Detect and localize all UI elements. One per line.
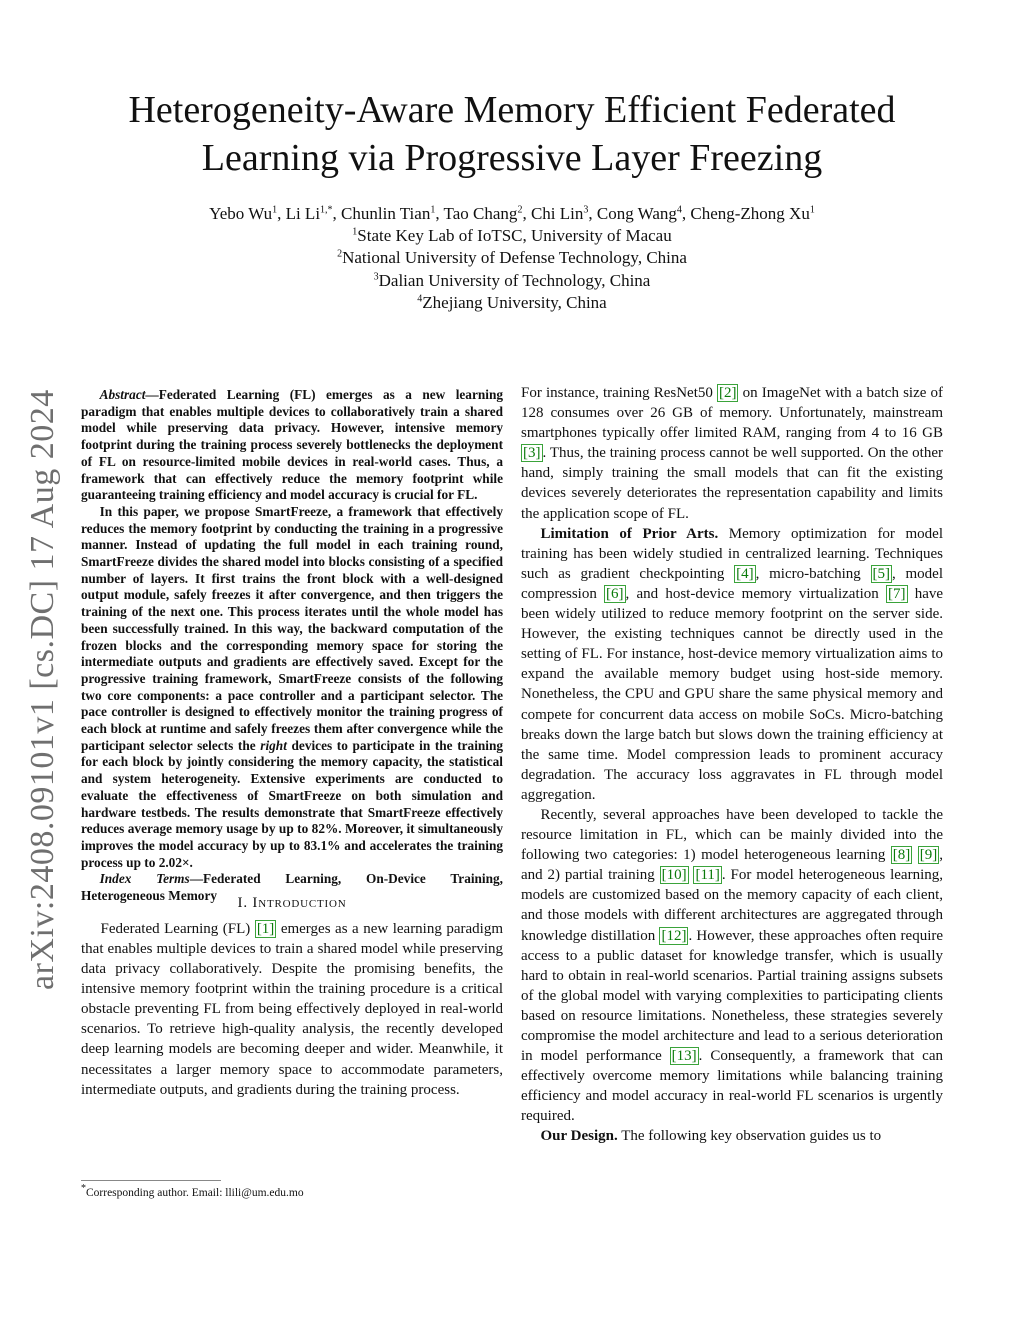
author: Tao Chang$^2$ bbox=[443, 204, 523, 223]
citation-link[interactable]: [12] bbox=[661, 927, 687, 944]
arxiv-identifier: arXiv:2408.09101v1 [cs.DC] 17 Aug 2024 bbox=[24, 389, 61, 990]
citation-link[interactable]: [9] bbox=[919, 847, 938, 864]
body-paragraph: Our Design. The following key observation guides us to bbox=[540, 1128, 882, 1145]
affiliation: $^3$Dalian University of Technology, China bbox=[373, 270, 651, 290]
title-line-2: Learning via Progressive Layer Freezing bbox=[201, 137, 823, 179]
citation-link[interactable]: [8] bbox=[892, 847, 911, 864]
abstract-paragraph: In this paper, we propose SmartFreeze, a framework that effectively reduces the memory footprint by conducting the training in a progressive manner. Instead of updating the full model in each training round, SmartFreeze divides the shared model into blocks consisting of a specified number of layers. It first trains the front block with a well-designed output module, safely freezes it after convergence, and then triggers the training of the next one. This process iterates until the whole model has been successfully trained. In this way, the backward computation of the frozen blocks and the corresponding memory space for storing the intermediate outputs and gradients are effectively saved. Except for the progressive training framework, SmartFreeze consists of the following two core components: a pace controller and a participant selector. The pace controller is designed to effectively monitor the training progress of each block at runtime and safely freezes them after convergence while the participant selector selects the right devices to participate in the training for each block by jointly considering the memory capacity, the statistical and system heterogeneity. Extensive experiments are conducted to evaluate the effectiveness of SmartFreeze on both simulation and hardware testbeds. The results demonstrate that SmartFreeze effectively reduces average memory usage by up to 82%. Moreover, it simultaneously improves the model accuracy by up to 83.1% and accelerates the training process up to 2.02×. bbox=[81, 503, 504, 870]
title-line-1: Heterogeneity-Aware Memory Efficient Federated bbox=[128, 89, 896, 131]
author: Chi Lin$^3$ bbox=[530, 204, 589, 223]
body-paragraph: Limitation of Prior Arts. Memory optimization for model training has been widely studied in centralized learning. Techniques such as gradient checkpointing [4] , micro-batching [5] , model compression [6] , and host-device memory virtualization [7] have been widely utilized to reduce memory footprint on the server side. However, the existing techniques cannot be directly used in the setting of FL. For instance, host-device memory virtualization aims to expand the available memory budget using host-side memory. Nonetheless, the CPU and GPU share the same physical memory and compete for concurrent data access on mobile SoCs. Micro-batching breaks down the large batch but slows down the training efficiency at the same time. Model compression leads to prominent accuracy degradation. The accuracy loss aggravates in FL through model aggregation. bbox=[521, 525, 944, 803]
author-list: Yebo Wu$^1$, Li $Li^{1,*}$, Chunlin Tian$^1$, Tao Chang$^2$, Chi Lin$^3$, Cong Wang$^4$, Cheng-Zhong Xu$^1$ bbox=[209, 204, 815, 223]
citation-link[interactable]: [6] bbox=[606, 585, 624, 602]
author: Li $Li^{1,*}$ bbox=[285, 204, 333, 223]
intro-paragraph: Federated Learning (FL) [1] emerges as a new learning paradigm that enables multiple devices to train a shared model while preserving data privacy collaboratively. Despite the promising benefits, the intensive memory footprint within the training procedure is a critical obstacle preventing FL from being effectively deployed in real-world scenarios. To retrieve high-quality analysis, the recently developed deep learning models are becoming deeper and wider. Meanwhile, it necessitates a larger memory space to accommodate parameters, intermediate outputs, and gradients during the training process. bbox=[81, 920, 504, 1098]
citation-link[interactable]: [2] bbox=[718, 385, 737, 401]
citation-link[interactable]: [11] bbox=[695, 867, 720, 884]
citation-link[interactable]: [10] bbox=[661, 867, 687, 884]
author: Cong Wang$^4$ bbox=[596, 204, 682, 223]
abstract-paragraph: Abstract—Federated Learning (FL) emerges as a new learning paradigm that enables multiple devices to collaboratively train a shared model while preserving data privacy. However, intensive memory footprint during the training process severely bottlenecks the deployment of FL on resource-limited mobile devices in real-world cases. Thus, a framework that can effectively reduce the memory footprint while guaranteeing training efficiency and model accuracy is crucial for FL. bbox=[81, 387, 503, 503]
right-column bbox=[521, 383, 943, 1147]
section-heading-introduction: I. Introduction bbox=[237, 894, 347, 911]
paper-title bbox=[80, 86, 944, 182]
affiliation: $^2$National University of Defense Technology, China bbox=[337, 248, 687, 268]
footnote: *Corresponding author. Email: llili@um.edu.mo bbox=[81, 1183, 304, 1199]
body-paragraph: Recently, several approaches have been developed to tackle the resource limitation in FL, which can be mainly divided into the following two categories: 1) model heterogeneous learning [8] [9] , and 2) partial training [10] [11] . For model heterogeneous learning, models are customized based on the memory capacity of each client, and those models with different architectures are aggregated through knowledge distillation [12] . However, these approaches often require access to a public dataset for knowledge transfer, which is usually hard to obtain in real-world scenarios. Partial training assigns subsets of the global model with varying complexities to participating clients based on resource limitations. Nonetheless, these strategies severely compromise the model architecture and lead to a serious deterioration in model performance [13] . Consequently, a framework that can effectively overcome memory limitations while balancing training efficiency and model accuracy in real-world FL scenarios is urgently required. bbox=[521, 806, 944, 1125]
author-block bbox=[80, 202, 944, 314]
footnote-rule bbox=[81, 1180, 221, 1181]
abstract bbox=[81, 387, 503, 905]
citation-link[interactable]: [3] bbox=[523, 445, 541, 462]
left-column bbox=[81, 387, 503, 1100]
index-terms: Index Terms—Federated Learning, On-Device Training, Heterogeneous Memory bbox=[81, 871, 503, 904]
author: Cheng-Zhong Xu$^1$ bbox=[690, 204, 815, 223]
citation-link[interactable]: [7] bbox=[888, 585, 906, 602]
citation-link[interactable]: [1] bbox=[256, 920, 275, 937]
author: Yebo Wu$^1$ bbox=[209, 204, 278, 223]
citation-link[interactable]: [13] bbox=[671, 1048, 697, 1065]
citation-link[interactable]: [4] bbox=[736, 565, 754, 582]
affiliation: $^4$Zhejiang University, China bbox=[417, 292, 607, 312]
body-paragraph: For instance, training ResNet50 [2] on ImageNet with a batch size of 128 consumes over 26 GB of memory. Unfortunately, mainstream smartphones typically offer limited RAM, ranging from 4 to 16 GB [3] . Thus, the training process cannot be well supported. On the other hand, simply training the small models that can fit the existing devices severely deteriorates the representation capability and limits the application scope of FL. bbox=[521, 385, 944, 522]
affiliation: $^1$State Key Lab of IoTSC, University of Macau bbox=[352, 226, 672, 245]
author: Chunlin Tian$^1$ bbox=[341, 204, 436, 223]
citation-link[interactable]: [5] bbox=[872, 565, 890, 582]
